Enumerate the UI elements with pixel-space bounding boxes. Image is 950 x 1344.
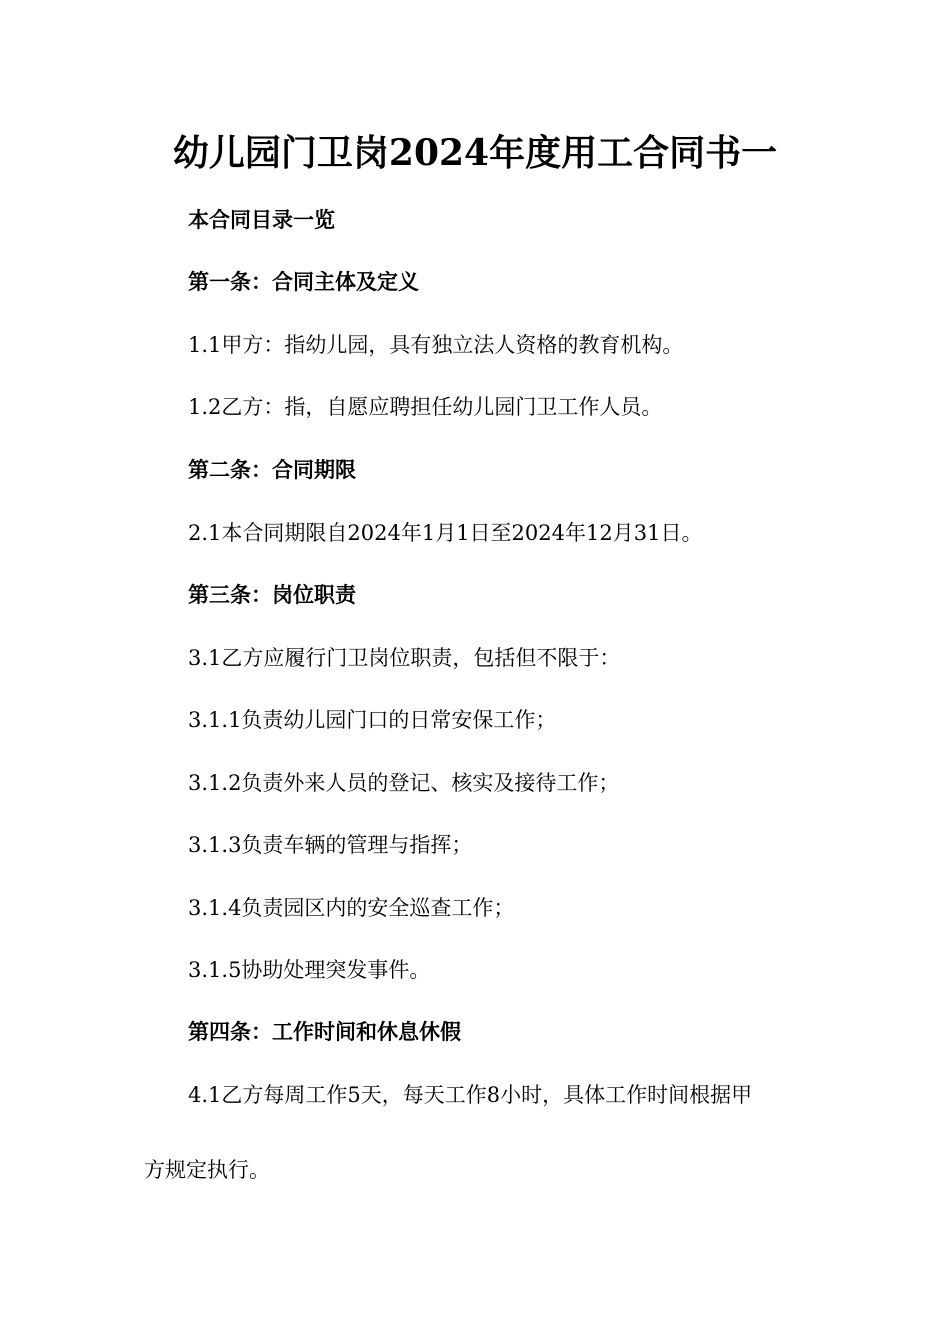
clause-2-1: 2.1本合同期限自2024年1月1日至2024年12月31日。	[188, 521, 703, 545]
article-2-heading: 第二条：合同期限	[188, 458, 356, 482]
clause-1-2: 1.2乙方：指，自愿应聘担任幼儿园门卫工作人员。	[188, 395, 663, 419]
article-3-heading: 第三条：岗位职责	[188, 583, 356, 607]
clause-4-1-continued: 方规定执行。	[144, 1158, 270, 1182]
clause-3-1-1: 3.1.1负责幼儿园门口的日常安保工作；	[188, 708, 557, 732]
clause-1-1: 1.1甲方：指幼儿园，具有独立法人资格的教育机构。	[188, 333, 684, 357]
clause-3-1-3: 3.1.3负责车辆的管理与指挥；	[188, 833, 473, 857]
clause-3-1-2: 3.1.2负责外来人员的登记、核实及接待工作；	[188, 771, 620, 795]
clause-3-1: 3.1乙方应履行门卫岗位职责，包括但不限于：	[188, 646, 621, 670]
clause-3-1-5: 3.1.5协助处理突发事件。	[188, 958, 431, 982]
document-title: 幼儿园门卫岗2024年度用工合同书一	[172, 132, 778, 174]
clause-4-1: 4.1乙方每周工作5天，每天工作8小时，具体工作时间根据甲	[188, 1083, 753, 1107]
toc-heading: 本合同目录一览	[188, 208, 335, 232]
article-1-heading: 第一条：合同主体及定义	[188, 270, 419, 294]
article-4-heading: 第四条：工作时间和休息休假	[188, 1020, 461, 1044]
clause-3-1-4: 3.1.4负责园区内的安全巡查工作；	[188, 896, 515, 920]
